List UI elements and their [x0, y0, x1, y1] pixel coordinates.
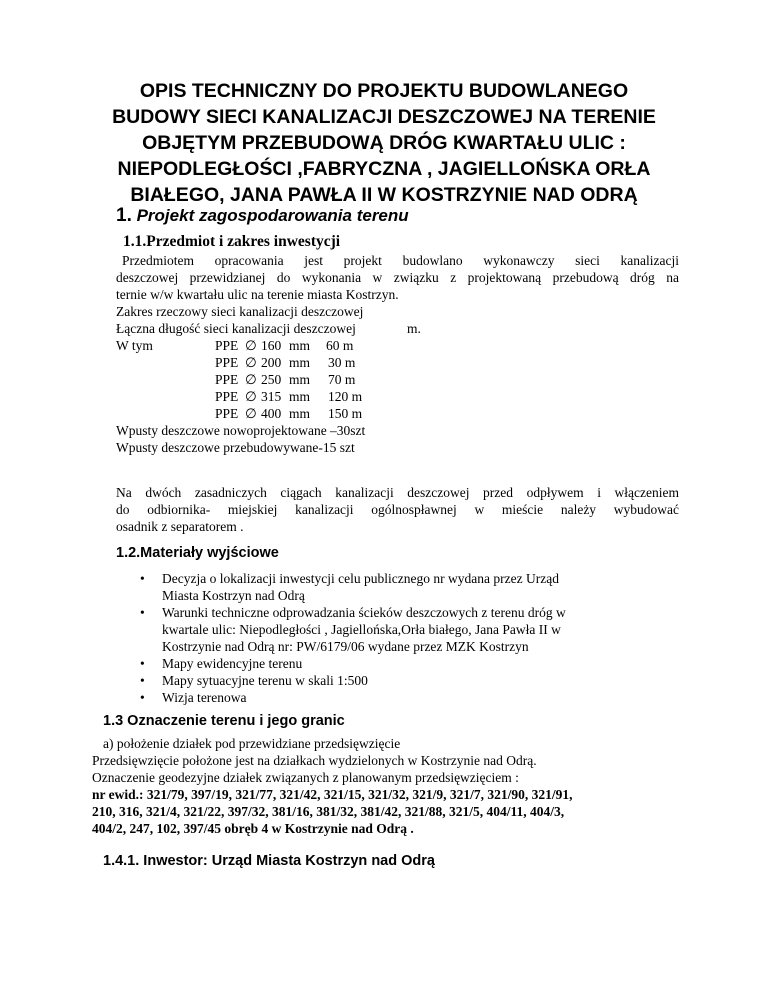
pipe-material: PPE [215, 338, 239, 353]
pipe-diameter: 400 [261, 406, 282, 421]
parcel-line: 404/2, 247, 102, 397/45 obręb 4 w Kostrzynie nad Odrą . [92, 821, 414, 836]
paragraph-line: osadnik z separatorem . [116, 519, 244, 534]
diameter-icon: ∅ [245, 338, 257, 353]
diameter-icon: ∅ [245, 355, 257, 370]
diameter-icon: ∅ [245, 372, 257, 387]
section-1-4-1-heading: 1.4.1. Inwestor: Urząd Miasta Kostrzyn nad Odrą [103, 853, 435, 869]
paragraph-line: ternie w/w kwartału ulic na terenie miasta Kostrzyn. [116, 287, 399, 302]
list-item [140, 672, 660, 689]
pipe-material: PPE [215, 355, 239, 370]
pipe-length: 120 m [328, 389, 363, 404]
total-length-unit: m. [407, 321, 421, 336]
pipe-length: 30 m [328, 355, 356, 370]
section-1-number: 1. [116, 205, 132, 226]
title-line: NIEPODLEGŁOŚCI ,FABRYCZNA , JAGIELLOŃSKA ORŁA [117, 158, 651, 180]
inlets-new: Wpusty deszczowe nowoprojektowane –30szt [116, 423, 366, 438]
pipe-row [116, 388, 416, 405]
list-item-text: Kostrzynie nad Odrą nr: PW/6179/06 wydane przez MZK Kostrzyn [162, 639, 529, 654]
title-line: BIAŁEGO, JANA PAWŁA II W KOSTRZYNIE NAD ODRĄ [130, 184, 638, 206]
pipe-row [116, 405, 416, 422]
list-item [140, 655, 660, 672]
pipe-unit: mm [289, 338, 311, 353]
list-item-text: Miasta Kostrzyn nad Odrą [162, 588, 305, 603]
paragraph-line: Na dwóch zasadniczych ciągach kanalizacji deszczowej przed odpływem i włączeniem [116, 485, 679, 500]
pipe-diameter: 160 [261, 338, 282, 353]
section-1-2-heading: 1.2.Materiały wyjściowe [116, 545, 279, 561]
list-item-text: Mapy ewidencyjne terenu [162, 656, 303, 671]
pipe-row [116, 354, 416, 371]
bullet-icon: • [140, 690, 145, 705]
title-line: BUDOWY SIECI KANALIZACJI DESZCZOWEJ NA TERENIE [112, 106, 656, 128]
location-subheading: a) położenie działek pod przewidziane przedsięwzięcie [103, 736, 401, 751]
diameter-icon: ∅ [245, 406, 257, 421]
paragraph-line: do odbiornika- miejskiej kanalizacji ogólnospławnej w mieście należy wybudować [116, 502, 679, 517]
pipe-material: PPE [215, 406, 239, 421]
location-line: Przedsięwzięcie położone jest na działkach wydzielonych w Kostrzynie nad Odrą. [92, 753, 537, 768]
bullet-icon: • [140, 656, 145, 671]
title-line: OBJĘTYM PRZEBUDOWĄ DRÓG KWARTAŁU ULIC : [142, 132, 626, 154]
pipe-diameter: 250 [261, 372, 282, 387]
pipe-diameter: 200 [261, 355, 282, 370]
pipe-diameter: 315 [261, 389, 282, 404]
list-item-text: Wizja terenowa [162, 690, 247, 705]
pipe-material: PPE [215, 372, 239, 387]
pipe-unit: mm [289, 406, 311, 421]
list-item [140, 604, 660, 655]
pipe-length: 60 m [326, 338, 354, 353]
parcel-line: 210, 316, 321/4, 321/22, 397/32, 381/16, 381/32, 381/42, 321/88, 321/5, 404/11, 404/3, [92, 804, 565, 819]
list-item [140, 689, 660, 706]
document-title [60, 78, 708, 208]
bullet-icon: • [140, 605, 145, 620]
list-item-text: Warunki techniczne odprowadzania ścieków deszczowych z terenu dróg w [162, 605, 566, 620]
pipe-unit: mm [289, 355, 311, 370]
bullet-icon: • [140, 673, 145, 688]
pipe-row [116, 371, 416, 388]
section-1-heading [116, 205, 409, 227]
w-tym-label: W tym [116, 338, 153, 353]
paragraph-line: Przedmiotem opracowania jest projekt budowlano wykonawczy sieci kanalizacji [122, 253, 679, 268]
section-1-1-intro [116, 252, 679, 320]
parcel-numbers [92, 786, 573, 837]
section-1-1-heading: 1.1.Przedmiot i zakres inwestycji [123, 233, 341, 250]
section-1-title: Projekt zagospodarowania terenu [136, 206, 409, 225]
total-length-row [116, 320, 421, 337]
pipe-material: PPE [215, 389, 239, 404]
total-length-label: Łączna długość sieci kanalizacji deszczowej [116, 321, 356, 336]
separator-paragraph [116, 484, 679, 535]
scope-line: Zakres rzeczowy sieci kanalizacji deszczowej [116, 304, 364, 319]
parcel-line: nr ewid.: 321/79, 397/19, 321/77, 321/42, 321/15, 321/32, 321/9, 321/7, 321/90, 321/91, [92, 787, 573, 802]
list-item-text: Decyzja o lokalizacji inwestycji celu publicznego nr wydana przez Urząd [162, 571, 559, 586]
list-item-text: kwartale ulic: Niepodległości , Jagiellońska,Orła białego, Jana Pawła II w [162, 622, 561, 637]
pipe-length: 150 m [328, 406, 363, 421]
title-line: OPIS TECHNICZNY DO PROJEKTU BUDOWLANEGO [139, 80, 629, 102]
section-1-3-heading: 1.3 Oznaczenie terenu i jego granic [103, 713, 345, 729]
bullet-icon: • [140, 571, 145, 586]
materials-list [140, 570, 660, 706]
pipe-unit: mm [289, 372, 311, 387]
geodetic-line: Oznaczenie geodezyjne działek związanych z planowanym przedsięwzięciem : [92, 770, 519, 785]
list-item-text: Mapy sytuacyjne terenu w skali 1:500 [162, 673, 368, 688]
pipe-unit: mm [289, 389, 311, 404]
list-item [140, 570, 660, 604]
diameter-icon: ∅ [245, 389, 257, 404]
pipe-row [116, 337, 416, 354]
paragraph-line: deszczowej przewidzianej do wykonania w związku z projektowaną przebudową dróg na [116, 270, 679, 285]
inlets-rebuilt: Wpusty deszczowe przebudowywane-15 szt [116, 440, 355, 455]
pipe-length: 70 m [328, 372, 356, 387]
